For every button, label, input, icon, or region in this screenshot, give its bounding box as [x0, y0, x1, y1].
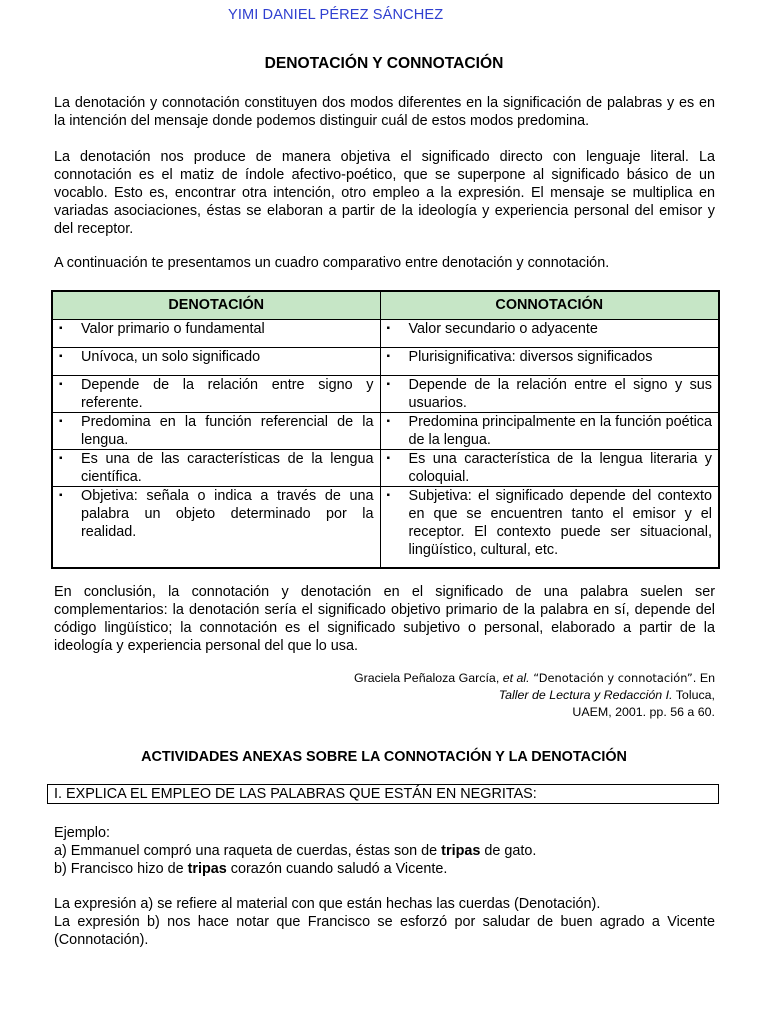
example-a-text: a) Emmanuel compró una raqueta de cuerdas, éstas son de	[54, 843, 442, 859]
table-cell	[380, 449, 719, 486]
cell-text: Es una de las características de la lengua científica.	[81, 450, 374, 485]
table-cell	[380, 319, 719, 347]
table-cell	[52, 412, 380, 449]
table-cell	[380, 375, 719, 412]
table-cell	[52, 319, 380, 347]
cell-text: Objetiva: señala o indica a través de una palabra un objeto determinado por la realidad.	[81, 487, 374, 540]
bullet-icon: ▪	[386, 378, 391, 390]
conclusion-paragraph: En conclusión, la connotación y denotación en el significado de una palabra suelen ser complementarios: la denotación sería el significado objetivo primario de la palabra en sí, depende del código lingüístico; la connotación es el significado subjetivo o personal, elaborado a partir de la ideología y experiencia personal del que lo usa.	[54, 584, 715, 654]
table-cell	[380, 347, 719, 375]
cell-text: Plurisignificativa: diversos significados	[408, 348, 653, 365]
example-b-text-end: corazón cuando saludó a Vicente.	[226, 861, 448, 877]
cell-text: Predomina en la función referencial de la lengua.	[81, 413, 374, 448]
citation-place: Toluca,	[672, 688, 715, 702]
table-cell	[52, 449, 380, 486]
bullet-icon: ▪	[59, 452, 63, 464]
example-a-bold: tripas	[441, 843, 481, 859]
bullet-icon: ▪	[386, 452, 391, 464]
table-cell	[52, 375, 380, 412]
citation-line-2	[354, 687, 715, 704]
instruction-box: I. EXPLICA EL EMPLEO DE LAS PALABRAS QUE ESTÁN EN NEGRITAS:	[47, 784, 719, 804]
cell-text: Depende de la relación entre signo y referente.	[81, 376, 374, 411]
explanation-a: La expresión a) se refiere al material con que están hechas las cuerdas (Denotación).	[54, 896, 601, 912]
table-cell	[380, 486, 719, 568]
cell-text: Unívoca, un solo significado	[81, 348, 261, 365]
bullet-icon: ▪	[59, 415, 63, 427]
table-row	[52, 449, 719, 486]
document-title: DENOTACIÓN Y CONNOTACIÓN	[264, 55, 504, 72]
explanation-b: La expresión b) nos hace notar que Francisco se esforzó por saludar de buen agrado a Vicente (Connotación).	[54, 914, 715, 948]
citation-line-3: UAEM, 2001. pp. 56 a 60.	[572, 705, 715, 719]
cell-text: Valor secundario o adyacente	[408, 320, 598, 337]
table-row	[52, 486, 719, 568]
citation-article: “Denotación y connotación”.	[529, 671, 697, 685]
cell-text: Subjetiva: el significado depende del contexto en que se encuentren tanto el emisor y el receptor. El contexto puede ser situacional, lingüístico, cultural, etc.	[408, 487, 712, 558]
example-b-text: b) Francisco hizo de	[54, 861, 188, 877]
citation-line-1	[354, 670, 715, 687]
cell-text: Valor primario o fundamental	[81, 320, 265, 337]
bullet-icon: ▪	[59, 350, 63, 362]
comparison-table	[51, 290, 720, 569]
example-label: Ejemplo:	[54, 825, 110, 841]
table-cell	[380, 412, 719, 449]
table-cell	[52, 347, 380, 375]
bullet-icon: ▪	[386, 489, 391, 501]
bullet-icon: ▪	[386, 350, 391, 362]
example-b-bold: tripas	[187, 861, 227, 877]
definition-paragraph: La denotación nos produce de manera objetiva el significado directo con lenguaje literal. La connotación es el matiz de índole afectivo-poético, que se superpone al significado básico de un vocablo. Esto es, encontrar otra intención, otro empleo a la expresión. El mensaje se multiplica en variadas asociaciones, éstas se elaboran a partir de la ideología y experiencia personal del emisor y del receptor.	[54, 149, 715, 237]
cell-text: Es una característica de la lengua literaria y coloquial.	[408, 450, 712, 485]
author-name: YIMI DANIEL PÉREZ SÁNCHEZ	[228, 7, 444, 23]
table-row	[52, 347, 719, 375]
table-cell	[52, 486, 380, 568]
intro-paragraph: La denotación y connotación constituyen dos modos diferentes en la significación de palabras y es en la intención del mensaje donde podemos distinguir cuál de estos modos predomina.	[54, 95, 715, 129]
cell-text: Predomina principalmente en la función poética de la lengua.	[408, 413, 712, 448]
citation-book: Taller de Lectura y Redacción I.	[498, 688, 673, 702]
bullet-icon: ▪	[59, 378, 63, 390]
activities-title: ACTIVIDADES ANEXAS SOBRE LA CONNOTACIÓN Y LA DENOTACIÓN	[141, 749, 627, 765]
citation-author: Graciela Peñaloza García,	[353, 671, 503, 685]
example-a	[54, 842, 715, 860]
citation-in: En	[696, 671, 715, 685]
example-a-text-end: de gato.	[480, 843, 537, 859]
header-denotacion: DENOTACIÓN	[52, 291, 380, 319]
cell-text: Depende de la relación entre el signo y sus usuarios.	[408, 376, 712, 411]
table-row	[52, 319, 719, 347]
bullet-icon: ▪	[386, 322, 391, 334]
bullet-icon: ▪	[386, 415, 391, 427]
table-intro-paragraph: A continuación te presentamos un cuadro comparativo entre denotación y connotación.	[54, 255, 610, 271]
citation	[354, 670, 715, 721]
citation-etal: et al.	[502, 671, 530, 685]
table-row	[52, 375, 719, 412]
table-row	[52, 412, 719, 449]
table-header-row	[52, 291, 719, 319]
example-b	[54, 860, 715, 878]
header-connotacion: CONNOTACIÓN	[380, 291, 719, 319]
bullet-icon: ▪	[59, 322, 63, 334]
bullet-icon: ▪	[59, 489, 63, 501]
